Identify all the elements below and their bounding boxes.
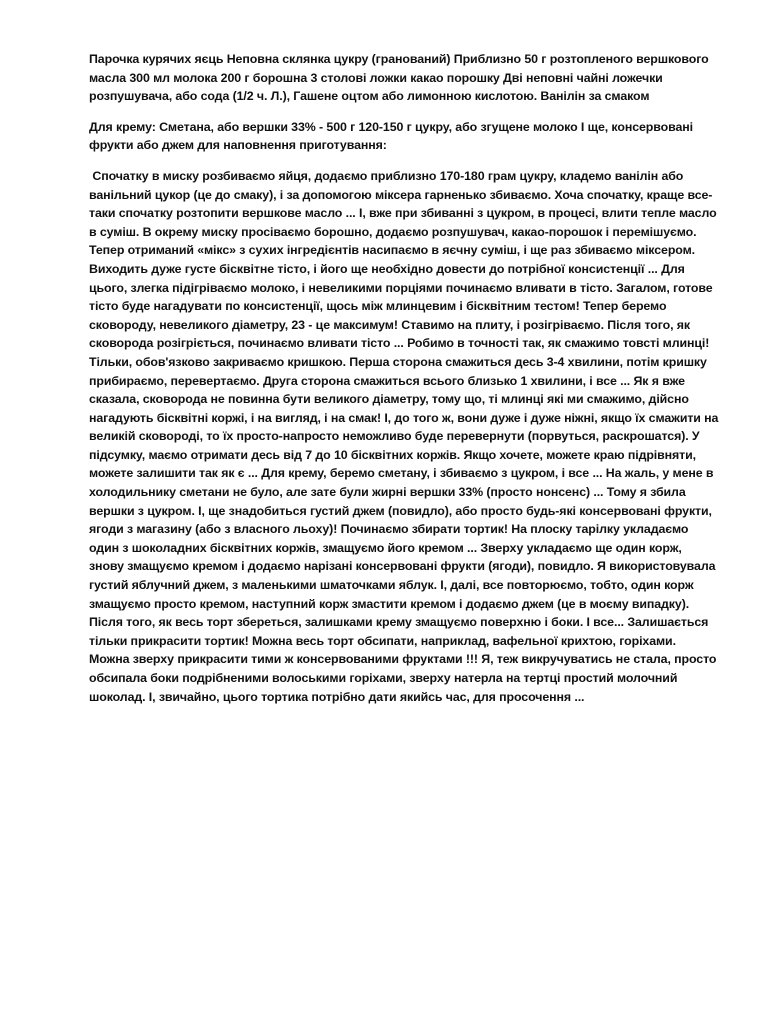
document-page [89, 50, 722, 718]
cream-paragraph: Для крему: Сметана, або вершки 33% - 500 г 120-150 г цукру, або згущене молоко І ще, консервовані фрукти або джем для наповнення приготування: [89, 119, 693, 153]
recipe-paragraph: Спочатку в миску розбиваємо яйця, додаємо приблизно 170-180 грам цукру, кладемо ванілін або ванільний цукор (це до смаку), і за допомогою міксера гарненько збиваємо. Хоча спочатку, краще все-таки спочатку розтопити вершкове масло ... І, вже при збиванні з цукром, в процесі, влити тепле масло в суміш. В окрему миску просіваємо борошно, додаємо розпушувач, какао-порошок і перемішуємо. Тепер отриманий «мікс» з сухих інгредієнтів насипаємо в яєчну суміш, і ще раз збиваємо міксером. Виходить дуже густе бісквітне тісто, і його ще необхідно довести до потрібної консистенції ... Для цього, злегка підігріваємо молоко, і невеликими порціями починаємо вливати в тісто. Загалом, готове тісто буде нагадувати по консистенції, щось між млинцевим і бісквітним тестом! Тепер беремо сковороду, невеликого діаметру, 23 - це максимум! Ставимо на плиту, і розігріваємо. Після того, як сковорода розігріється, починаємо вливати тісто ... Робимо в точності так, як смажимо товсті млинці! Тільки, обов'язково закриваємо кришкою. Перша сторона смажиться десь 3-4 хвилини, потім кришку прибираємо, перевертаємо. Друга сторона смажиться всього близько 1 хвилини, і все ... Як я вже сказала, сковорода не повинна бути великого діаметру, тому що, ті млинці які ми смажимо, дійсно нагадують бісквітні коржі, і на вигляд, і на смак! І, до того ж, вони дуже і дуже ніжні, якщо їх смажити на великій сковороді, то їх просто-напросто неможливо буде перевернути (порвуться, раскрошатся). У підсумку, маємо отримати десь від 7 до 10 бісквітних коржів. Якщо хочете, можете краю підрівняти, можете залишити так як є ... Для крему, беремо сметану, і збиваємо з цукром, і все ... На жаль, у мене в холодильнику сметани не було, але зате були жирні вершки 33% (просто нонсенс) ... Тому я збила вершки з цукром. І, ще знадобиться густий джем (повидло), або просто будь-які консервовані фрукти, ягоди з магазину (або з власного льоху)! Починаємо збирати тортик! На плоску тарілку укладаємо один з шоколадних бісквітних коржів, змащуємо його кремом ... Зверху укладаємо ще один корж, знову змащуємо кремом і додаємо нарізані консервовані фрукти (ягоди), повидло. Я використовувала густий яблучний джем, з маленькими шматочками яблук. І, далі, все повторюємо, тобто, один корж змащуємо просто кремом, наступний корж змастити кремом і додаємо джем (це в моєму випадку). Після того, як весь торт збереться, залишками крему змащуємо поверхню і боки. І все... Залишається тільки прикрасити тортик! Можна весь торт обсипати, наприклад, вафельної крихтою, горіхами. Можна зверху прикрасити тими ж консервованими фруктами !!! Я, теж викручуватись не стала, просто обсипала боки подрібненими волоськими горіхами, зверху натерла на тертці простий молочний шоколад. І, звичайно, цього тортика потрібно дати якийсь час, для просочення ... [89, 168, 722, 704]
ingredients-paragraph: Парочка курячих яєць Неповна склянка цукру (гранований) Приблизно 50 г розтопленого вершкового масла 300 мл молока 200 г борошна 3 столові ложки какао порошку Дві неповні чайні ложечки розпушувача, або сода (1/2 ч. Л.), Гашене оцтом або лимонною кислотою. Ванілін за смаком [89, 52, 709, 104]
